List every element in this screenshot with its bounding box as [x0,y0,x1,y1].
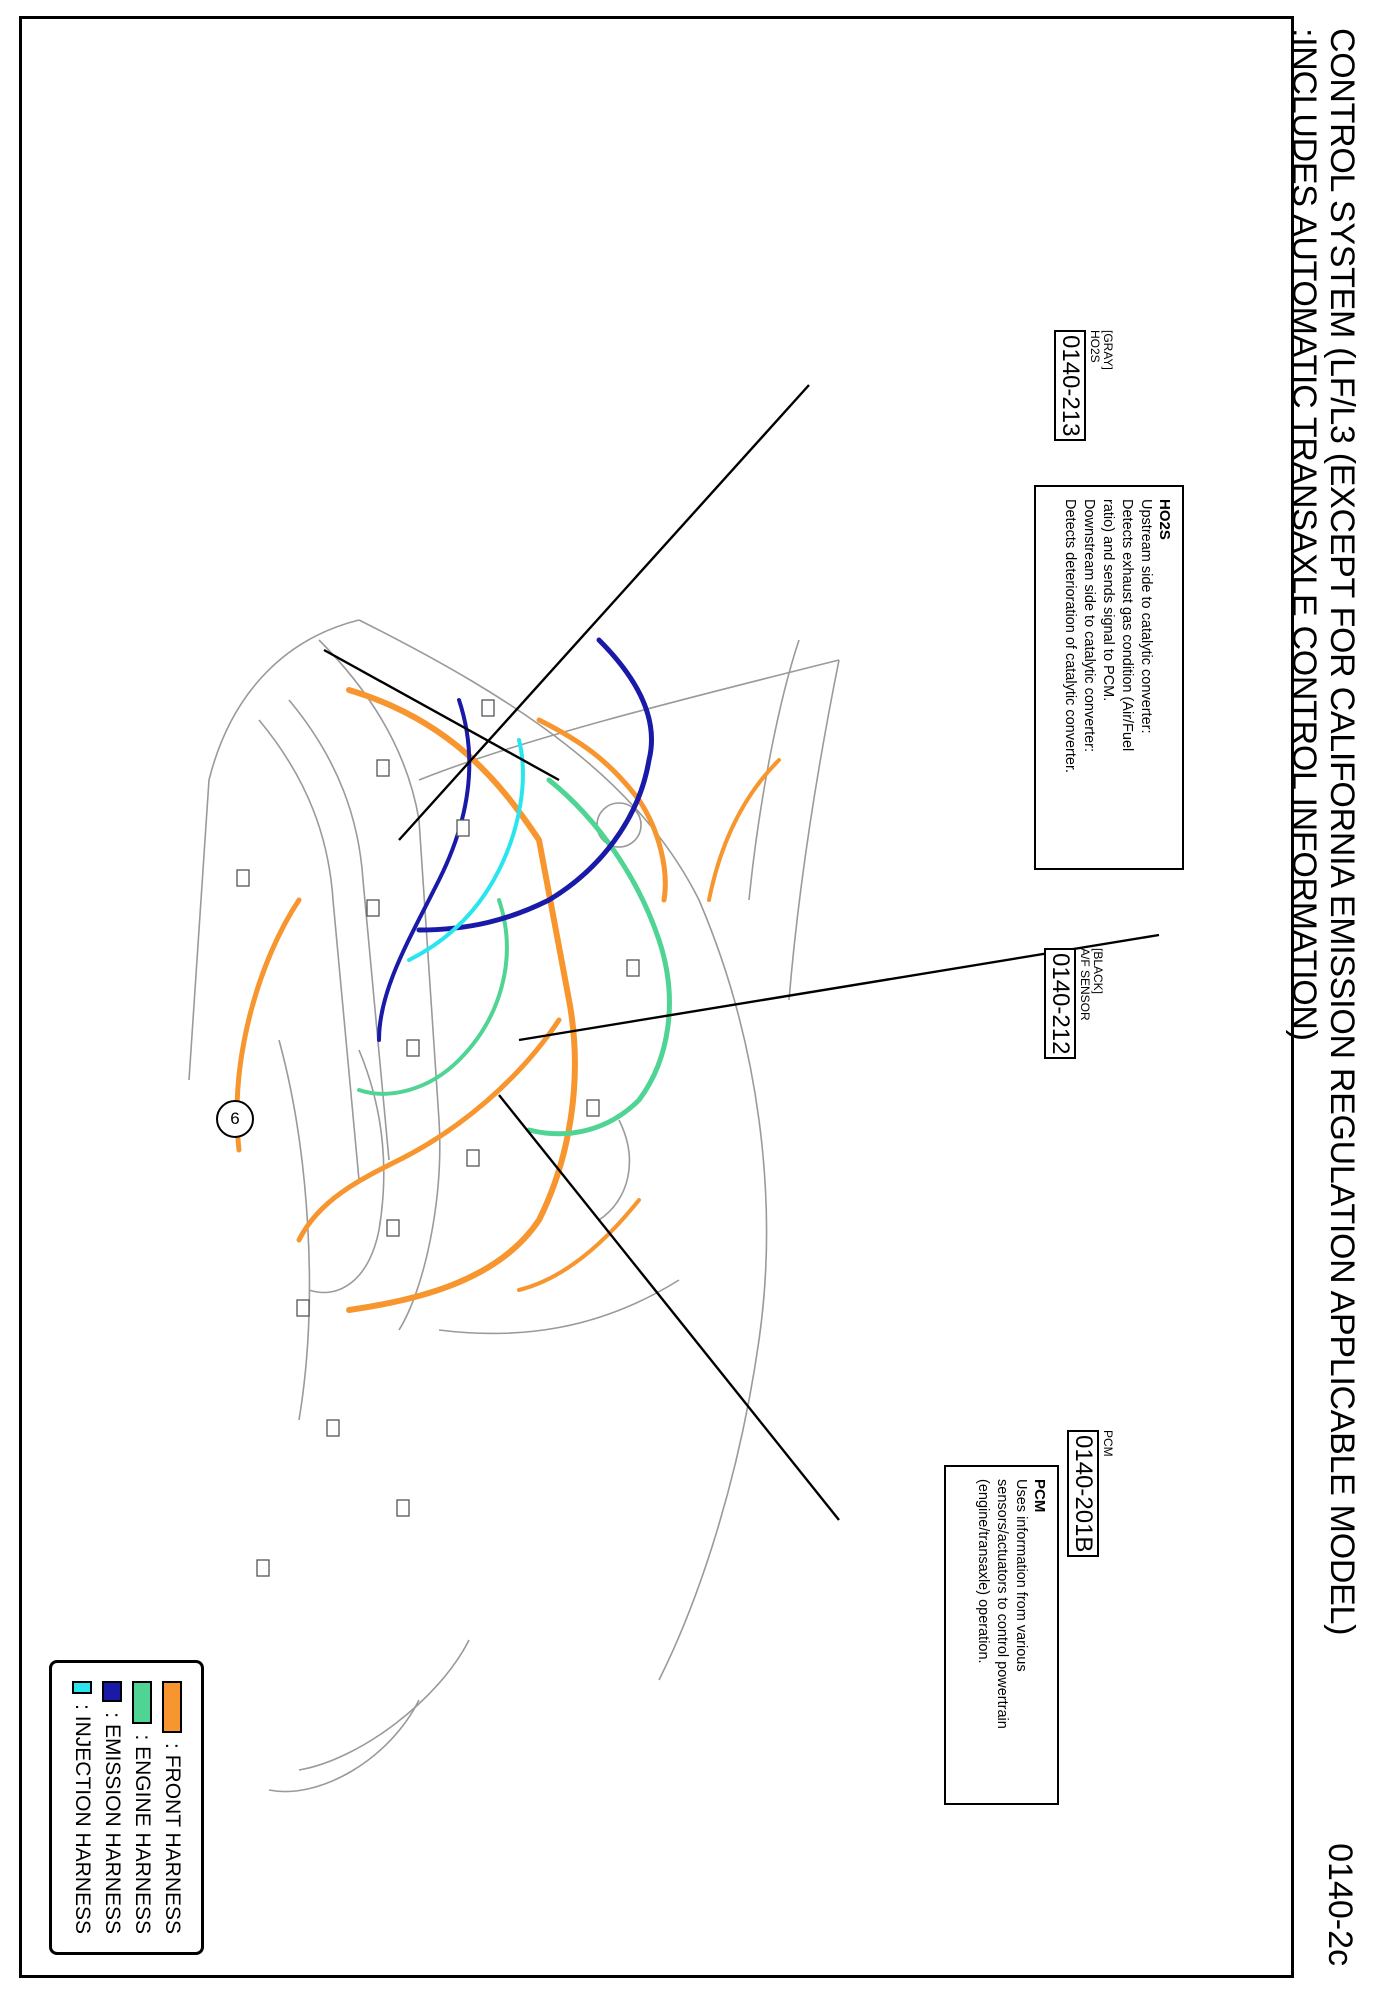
title-line-1: CONTROL SYSTEM (LF/L3 (EXCEPT FOR CALIFORNIA EMISSION REGULATION APPLICABLE MODEL) [1323,28,1361,1636]
front-harness-label: : FRONT HARNESS [161,1743,184,1934]
page-number: 0140-2c [1321,1843,1359,1966]
front-harness-branch-5 [519,1200,639,1290]
connector-symbol [367,900,379,916]
emission-harness-swatch [102,1681,122,1702]
ho2s-connector-label [1054,330,1114,441]
connector-symbol [467,1150,479,1166]
connector-symbol [457,820,469,836]
connector-symbol [297,1300,309,1316]
ho2s-heading: HO2S [1156,499,1173,540]
af-sensor-connector-label [1044,948,1104,1059]
ho2s-line-5: Detects deterioration of catalytic converter. [1062,499,1078,774]
connector-symbol [627,960,639,976]
ho2s-leader-line [399,385,809,840]
emission-harness-branch [379,700,469,1040]
af-sensor-connector-color: [BLACK] [1091,948,1105,995]
reference-marker-label: 6 [230,1109,240,1128]
connector-symbol [377,760,389,776]
reference-marker-6 [216,1100,254,1138]
pcm-connector-code: 0140-201B [1067,1430,1099,1557]
ho2s-line-1: Upstream side to catalytic converter: [1138,499,1154,734]
connector-symbol [482,700,494,716]
pcm-connector-name: PCM [1101,1430,1115,1457]
title-line-2: :INCLUDES AUTOMATIC TRANSAXLE CONTROL INFORMATION) [1285,28,1323,1041]
pcm-line-3: (engine/transaxle) operation. [975,1479,991,1664]
legend-item-engine [127,1681,157,1934]
strut-tower [599,1120,629,1220]
ho2s-line-3: ratio) and sends signal to PCM. [1100,499,1116,702]
af-sensor-connector-name: A/F SENSOR [1078,948,1092,1021]
pcm-heading: PCM [1031,1479,1048,1513]
pcm-leader-line [499,1095,839,1520]
ho2s-connector-color: [GRAY] [1101,330,1115,370]
legend-item-front [157,1681,187,1934]
cowl [789,660,839,1000]
connector-symbol [257,1560,269,1576]
engine-harness-main [529,780,669,1134]
ho2s-description-box [1034,485,1184,870]
radiator-support [439,1280,679,1333]
engine-harness-swatch [132,1681,152,1724]
injection-harness-swatch [72,1681,92,1694]
harness-legend [49,1660,204,1955]
engine-harness-label: : ENGINE HARNESS [131,1734,154,1934]
ho2s-line-2: Detects exhaust gas condition (Air/Fuel [1119,499,1135,752]
emission-harness-main [419,640,652,930]
pcm-line-1: Uses information from various [1013,1479,1029,1672]
pcm-description-box [944,1465,1059,1805]
emission-harness-label: : EMISSION HARNESS [101,1712,124,1934]
windshield-base [749,640,799,900]
vehicle-outline [189,620,839,1792]
connector-symbol [407,1040,419,1056]
connector-symbol [327,1420,339,1436]
wheel-outline [269,1700,419,1792]
ho2s-connector-name: HO2S [1088,330,1102,363]
injection-harness-label: : INJECTION HARNESS [71,1704,94,1934]
ho2s-connector-code: 0140-213 [1054,330,1086,441]
front-harness-swatch [162,1681,182,1733]
legend-item-injection [67,1681,97,1934]
ho2s-line-4: Downstream side to catalytic converter: [1081,499,1097,753]
grille [289,700,389,1160]
front-harness-branch-2 [299,1020,559,1240]
pcm-line-2: sensors/actuators to control powertrain [994,1479,1010,1729]
connector-symbol [397,1500,409,1516]
af-sensor-connector-code: 0140-212 [1044,948,1076,1059]
connector-symbol [387,1220,399,1236]
pcm-connector-label [1067,1430,1114,1557]
legend-item-emission [97,1681,127,1934]
front-harness-branch-4 [709,760,779,900]
connector-symbol [587,1100,599,1116]
connector-symbol [237,870,249,886]
wheel-arch [299,1640,469,1770]
fender-outline [189,620,359,1080]
